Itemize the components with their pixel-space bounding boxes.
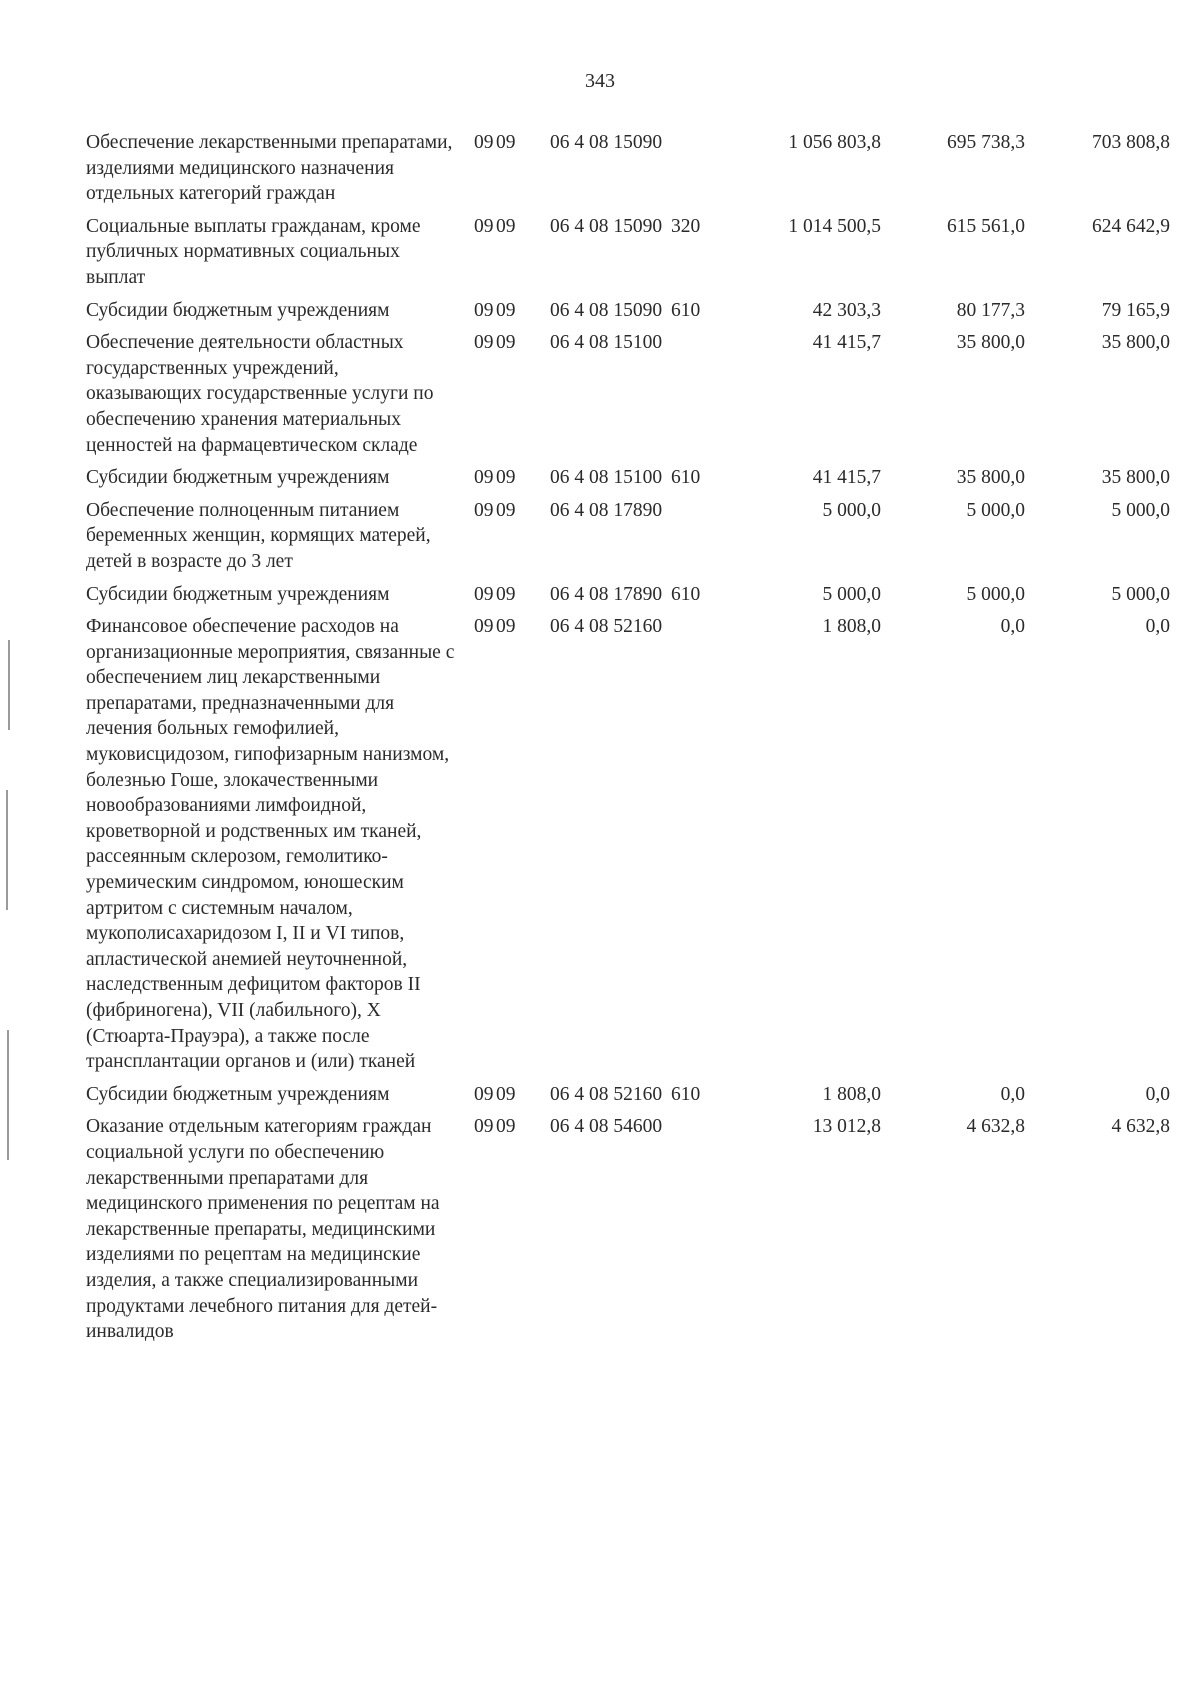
subsection-code-cell: 09 bbox=[496, 332, 516, 354]
section-code-cell: 09 bbox=[474, 583, 494, 605]
table-body bbox=[86, 130, 1170, 1352]
subsection-code-cell: 09 bbox=[496, 583, 516, 605]
subsection-code-cell: 09 bbox=[496, 1116, 516, 1138]
expense-name-cell: Обеспечение полноценным питанием беременных женщин, кормящих матерей, детей в возрасте до 3 лет bbox=[86, 499, 431, 572]
expense-type-cell: 610 bbox=[671, 299, 701, 321]
expense-type-cell: 610 bbox=[671, 1083, 701, 1105]
amount-year2-cell: 5 000,0 bbox=[966, 583, 1025, 605]
section-code-cell: 09 bbox=[474, 1083, 494, 1105]
amount-year1-cell: 41 415,7 bbox=[812, 332, 881, 354]
expense-name-cell: Субсидии бюджетным учреждениям bbox=[86, 467, 390, 489]
table-row bbox=[86, 130, 1170, 214]
subsection-code-cell: 09 bbox=[496, 299, 516, 321]
section-code-cell: 09 bbox=[474, 215, 494, 237]
expense-type-cell bbox=[671, 1114, 735, 1351]
scan-edge-mark bbox=[6, 790, 8, 910]
expense-type-cell bbox=[671, 130, 735, 214]
amount-year3-cell: 703 808,8 bbox=[1092, 132, 1170, 153]
section-code-cell: 09 bbox=[474, 616, 494, 638]
subsection-code-cell: 09 bbox=[496, 215, 516, 237]
expense-name-cell: Субсидии бюджетным учреждениям bbox=[86, 1083, 390, 1105]
amount-year1-cell: 1 808,0 bbox=[822, 616, 881, 638]
section-code-cell: 09 bbox=[474, 499, 494, 521]
table-row bbox=[86, 330, 1170, 465]
expense-name-cell: Финансовое обеспечение расходов на организационные мероприятия, связанные с обеспечением лиц лекарственными препаратами, предназначенными для лечения больных гемофилией, муковисцидозом, гипофизарным нанизмом, болезнью Гоше, злокачественными новообразованиями лимфоидной, кроветворной и родственных им тканей, рассеянным склерозом, гемолитико-уремическим синдромом, юношеским артритом с системным началом, мукополисахаридозом I, II и VI типов, апластической анемией неуточненной, наследственным дефицитом факторов II (фибриногена), VII (лабильного), X (Стюарта-Прауэра), а также после трансплантации органов и (или) тканей bbox=[86, 616, 455, 1073]
subsection-code-cell: 09 bbox=[496, 1083, 516, 1105]
budget-table bbox=[86, 130, 1170, 1352]
expense-name-cell: Оказание отдельным категориям граждан социальной услуги по обеспечению лекарственными препаратами для медицинского применения по рецептам на лекарственные препараты, медицинскими изделиями по рецептам на медицинские изделия, а также специализированными продуктами лечебного питания для детей-инвалидов bbox=[86, 1116, 440, 1343]
table-row bbox=[86, 1082, 1170, 1115]
amount-year2-cell: 615 561,0 bbox=[947, 215, 1025, 237]
expense-name-cell: Субсидии бюджетным учреждениям bbox=[86, 583, 390, 605]
target-article-cell: 06 4 08 15090 bbox=[550, 299, 663, 321]
amount-year1-cell: 5 000,0 bbox=[822, 583, 881, 605]
section-code-cell: 09 bbox=[474, 467, 494, 489]
amount-year2-cell: 5 000,0 bbox=[966, 499, 1025, 521]
amount-year3-cell: 4 632,8 bbox=[1111, 1116, 1170, 1138]
amount-year1-cell: 41 415,7 bbox=[812, 467, 881, 489]
target-article-cell: 06 4 08 15090 bbox=[550, 132, 663, 153]
amount-year3-cell: 79 165,9 bbox=[1101, 299, 1170, 321]
subsection-code-cell: 09 bbox=[496, 132, 516, 153]
table-row bbox=[86, 1114, 1170, 1351]
expense-type-cell bbox=[671, 330, 735, 465]
table-row bbox=[86, 498, 1170, 582]
amount-year3-cell: 0,0 bbox=[1145, 616, 1170, 638]
amount-year3-cell: 624 642,9 bbox=[1092, 215, 1170, 237]
target-article-cell: 06 4 08 52160 bbox=[550, 1083, 663, 1105]
amount-year1-cell: 1 014 500,5 bbox=[788, 215, 881, 237]
page-number: 343 bbox=[585, 70, 615, 92]
target-article-cell: 06 4 08 17890 bbox=[550, 583, 663, 605]
amount-year1-cell: 1 056 803,8 bbox=[788, 132, 881, 153]
amount-year2-cell: 4 632,8 bbox=[966, 1116, 1025, 1138]
target-article-cell: 06 4 08 15090 bbox=[550, 215, 663, 237]
section-code-cell: 09 bbox=[474, 132, 494, 153]
amount-year3-cell: 35 800,0 bbox=[1101, 467, 1170, 489]
target-article-cell: 06 4 08 15100 bbox=[550, 332, 663, 354]
expense-type-cell bbox=[671, 498, 735, 582]
subsection-code-cell: 09 bbox=[496, 499, 516, 521]
target-article-cell: 06 4 08 15100 bbox=[550, 467, 663, 489]
amount-year2-cell: 80 177,3 bbox=[956, 299, 1025, 321]
scan-edge-mark bbox=[7, 1030, 9, 1160]
expense-type-cell: 320 bbox=[671, 215, 701, 237]
table-row bbox=[86, 614, 1170, 1082]
expense-name-cell: Социальные выплаты гражданам, кроме публичных нормативных социальных выплат bbox=[86, 215, 421, 288]
scan-edge-mark bbox=[8, 640, 10, 730]
target-article-cell: 06 4 08 52160 bbox=[550, 616, 663, 638]
table-row bbox=[86, 214, 1170, 298]
amount-year1-cell: 1 808,0 bbox=[822, 1083, 881, 1105]
expense-name-cell: Обеспечение лекарственными препаратами, изделиями медицинского назначения отдельных категорий граждан bbox=[86, 132, 453, 205]
section-code-cell: 09 bbox=[474, 332, 494, 354]
section-code-cell: 09 bbox=[474, 1116, 494, 1138]
expense-name-cell: Субсидии бюджетным учреждениям bbox=[86, 299, 390, 321]
table-row bbox=[86, 582, 1170, 615]
amount-year2-cell: 695 738,3 bbox=[947, 132, 1025, 153]
amount-year2-cell: 0,0 bbox=[1000, 1083, 1025, 1105]
amount-year2-cell: 35 800,0 bbox=[956, 332, 1025, 354]
amount-year2-cell: 0,0 bbox=[1000, 616, 1025, 638]
amount-year1-cell: 13 012,8 bbox=[812, 1116, 881, 1138]
amount-year1-cell: 5 000,0 bbox=[822, 499, 881, 521]
expense-name-cell: Обеспечение деятельности областных государственных учреждений, оказывающих государственные услуги по обеспечению хранения материальных ценностей на фармацевтическом складе bbox=[86, 332, 434, 456]
table-row bbox=[86, 465, 1170, 498]
section-code-cell: 09 bbox=[474, 299, 494, 321]
expense-type-cell bbox=[671, 614, 735, 1082]
amount-year1-cell: 42 303,3 bbox=[812, 299, 881, 321]
subsection-code-cell: 09 bbox=[496, 467, 516, 489]
amount-year2-cell: 35 800,0 bbox=[956, 467, 1025, 489]
target-article-cell: 06 4 08 17890 bbox=[550, 499, 663, 521]
amount-year3-cell: 35 800,0 bbox=[1101, 332, 1170, 354]
subsection-code-cell: 09 bbox=[496, 616, 516, 638]
target-article-cell: 06 4 08 54600 bbox=[550, 1116, 663, 1138]
amount-year3-cell: 5 000,0 bbox=[1111, 499, 1170, 521]
amount-year3-cell: 5 000,0 bbox=[1111, 583, 1170, 605]
table-row bbox=[86, 298, 1170, 331]
expense-type-cell: 610 bbox=[671, 467, 701, 489]
expense-type-cell: 610 bbox=[671, 583, 701, 605]
amount-year3-cell: 0,0 bbox=[1145, 1083, 1170, 1105]
